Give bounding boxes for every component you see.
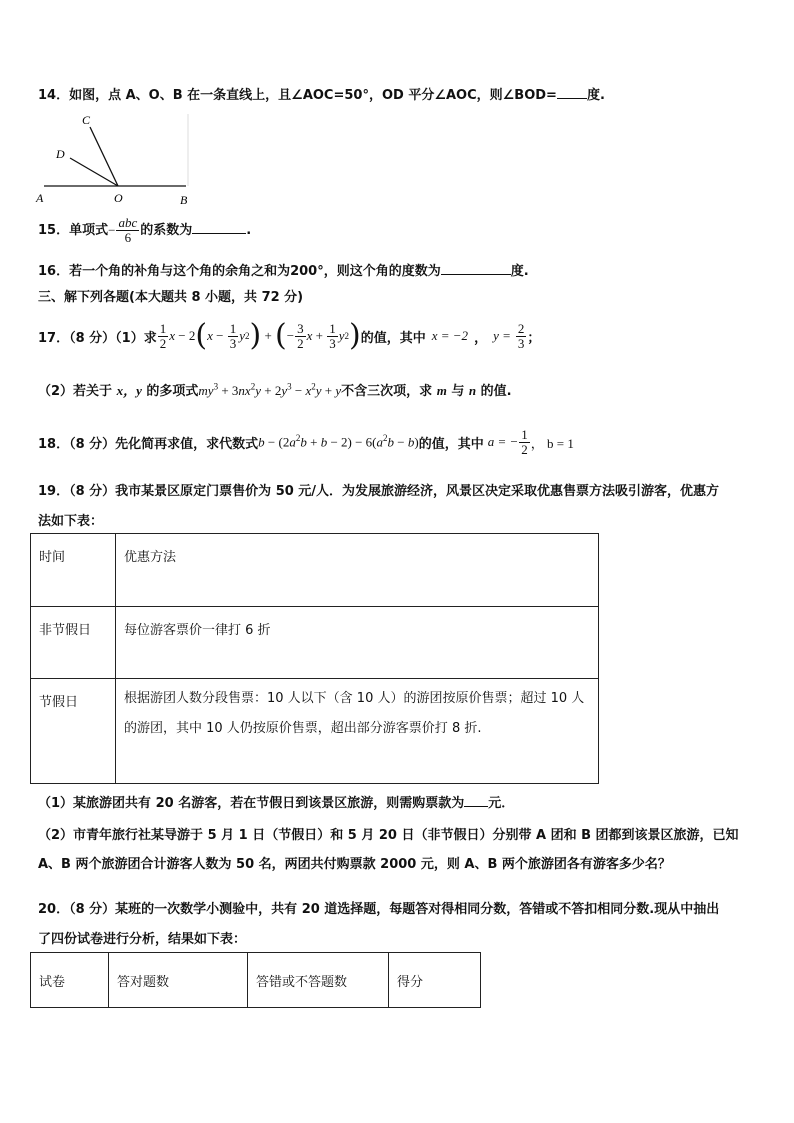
q20-line2: 了四份试卷进行分析，结果如下表： [38,932,247,947]
label-b: B [180,193,188,207]
table-header-cell: 试卷 [31,953,109,1008]
q20-score-table [30,952,481,1008]
label-d: D [56,147,65,161]
table-cell: 根据游团人数分段售票：10 人以下（含 10 人）的游团按原价售票；超过 10 人 的游团，其中 10 人仍按原价售票，超出部分游客票价打 8 折. [116,679,599,784]
q15-fraction: $\frac{\text{abc}}{6}$ [118,215,138,245]
q16-text: 16．若一个角的补角与这个角的余角之和为200°，则这个角的度数为 度. [38,264,529,279]
q18-text: 18．（8 分）先化简再求值，求代数式 $b - (2a^2b + b - 2) - 6(a^2b - b)$ 的值，其中 a = − $\frac{1}{2}$ ， b = 1 [38,426,574,457]
section-3-heading: 三、解下列各题(本大题共 8 小题，共 72 分) [38,290,304,305]
table-cell: 每位游客票价一律打 6 折 [116,607,599,679]
q15-text: 15．单项式− $\frac{\text{abc}}{6}$ 的系数为 . [38,215,252,245]
q19-sub1: （1）某旅游团共有 20 名游客，若在节假日到该景区旅游，则需购票款为 元． [38,796,515,811]
q18-expression: $b - (2a^2b + b - 2) - 6(a^2b - b)$ [258,433,419,450]
table-header-cell: 答对题数 [109,953,248,1008]
q19-sub2-line1: （2）市青年旅行社某导游于 5 月 1 日（节假日）和 5 月 20 日（非节假日）分别带 A 团和 B 团都到该景区旅游，已知 [38,828,739,843]
table-header-cell: 答错或不答题数 [248,953,389,1008]
table-cell: 节假日 [31,679,116,784]
label-a: A [36,191,44,205]
table-row [31,534,599,607]
label-c: C [82,113,91,127]
q17-expression: $\frac{1}{2}$ x − 2 ( x − $\frac{1}{3}$ y 2 ) + ( − $\frac{3}{2}$ x + $\frac{1}{3}$ y 2 ) [159,318,361,353]
q19-sub2-line2: A、B 两个旅游团合计游客人数为 50 名，两团共付购票款 2000 元，则 A、B 两个旅游团各有游客多少名？ [38,857,671,872]
q16-answer-blank [441,274,511,275]
table-row [31,607,599,679]
q20-line1: 20．（8 分）某班的一次数学小测验中，共有 20 道选择题，每题答对得相同分数，答错或不答扣相同分数.现从中抽出 [38,902,720,917]
q17-part2: （2）若关于 x，y 的多项式$my^3 + 3nx^2y + 2y^3 - x^2y + y$不含三次项，求 m 与 n 的值. [38,381,512,399]
table-header-cell: 时间 [31,534,116,607]
table-header-cell: 优惠方法 [116,534,599,607]
q17-polynomial: $my^3 + 3nx^2y + 2y^3 - x^2y + y$ [198,381,342,398]
q14-text: 14．如图，点 A、O、B 在一条直线上，且∠AOC=50°，OD 平分∠AOC，则∠BOD= 度. [38,88,605,103]
table-row [31,679,599,784]
q19-answer-blank [464,806,488,807]
table-row [31,953,481,1008]
q17-part1: 17．（8 分）（1）求 $\frac{1}{2}$ x − 2 ( x − $\frac{1}{3}$ y 2 ) + ( − $\frac{3}{2}$ x + $\frac{1}{3}$ y 2 ) 的值，其中 x = −2 ， y = $\frac{2}{3}$ ； [38,318,541,353]
q14-answer-blank [557,98,587,99]
table-cell: 非节假日 [31,607,116,679]
q19-discount-table [30,533,599,784]
table-header-cell: 得分 [389,953,481,1008]
q15-answer-blank [192,233,246,234]
q14-angle-figure [30,108,200,208]
q19-line1: 19．（8 分）我市某景区原定门票售价为 50 元/人．为发展旅游经济，风景区决定采取优惠售票方法吸引游客，优惠方 [38,484,720,499]
label-o: O [114,191,123,205]
q19-line2: 法如下表： [38,514,104,529]
